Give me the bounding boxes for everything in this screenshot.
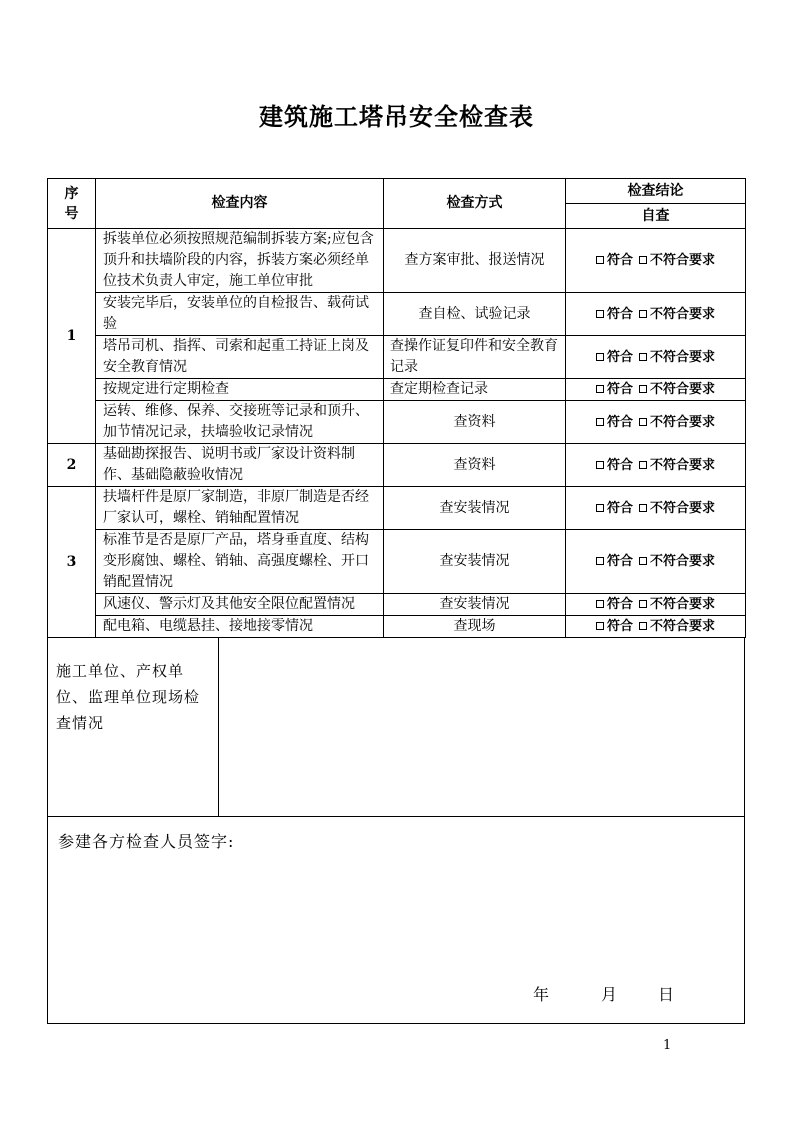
col-header-method: 检查方式	[384, 179, 566, 229]
checkbox-label: 不符合要求	[650, 619, 716, 634]
table-row	[48, 444, 746, 487]
page-number: 1	[663, 1038, 672, 1053]
checkbox-label: 不符合要求	[650, 382, 716, 397]
row-method: 查安装情况	[384, 530, 566, 594]
result-cell	[566, 401, 746, 444]
checkbox-nonconform-option[interactable]	[639, 498, 715, 519]
checkbox-label: 不符合要求	[650, 349, 716, 365]
result-cell	[566, 229, 746, 293]
checkbox-nonconform-option[interactable]	[639, 594, 715, 615]
table-row	[48, 293, 746, 336]
checkbox-conform-option[interactable]	[596, 412, 633, 433]
checkbox-conform-option[interactable]	[596, 455, 633, 476]
checkbox-nonconform-option[interactable]	[639, 379, 715, 400]
checkbox-icon	[596, 256, 604, 264]
checkbox-conform-option[interactable]	[596, 594, 633, 615]
checkbox-conform-option[interactable]	[596, 551, 633, 572]
year-label: 年	[532, 985, 549, 1004]
checkbox-conform-option[interactable]	[596, 347, 633, 368]
result-cell	[566, 530, 746, 594]
table-row	[48, 379, 746, 401]
col-header-no: 序号	[48, 179, 96, 229]
checkbox-label: 符合	[606, 500, 633, 516]
checkbox-label: 符合	[606, 349, 633, 365]
result-cell	[566, 487, 746, 530]
col-header-conclusion: 检查结论	[566, 179, 746, 204]
result-cell	[566, 594, 746, 616]
checkbox-label: 符合	[606, 554, 633, 569]
signature-label: 参建各方检查人员签字:	[58, 832, 235, 851]
checkbox-icon	[639, 557, 647, 565]
result-cell	[566, 616, 746, 638]
month-label: 月	[600, 985, 617, 1004]
result-cell	[566, 379, 746, 401]
checkbox-icon	[639, 385, 647, 393]
checkbox-icon	[639, 504, 647, 512]
row-group-no: 1	[48, 229, 96, 444]
table-row	[48, 616, 746, 638]
table-row	[48, 229, 746, 293]
checkbox-icon	[596, 504, 604, 512]
checkbox-icon	[596, 385, 604, 393]
checkbox-label: 符合	[606, 457, 633, 473]
checkbox-icon	[639, 256, 647, 264]
row-content: 基础勘探报告、说明书或厂家设计资料制作、基础隐蔽验收情况	[96, 444, 384, 487]
row-method: 查安装情况	[384, 487, 566, 530]
checkbox-conform-option[interactable]	[596, 616, 633, 637]
page-title: 建筑施工塔吊安全检查表	[259, 102, 534, 131]
date-line	[48, 982, 744, 1005]
checkbox-nonconform-option[interactable]	[639, 616, 715, 637]
checkbox-label: 符合	[606, 619, 633, 634]
checkbox-label: 不符合要求	[650, 457, 716, 473]
row-content: 塔吊司机、指挥、司索和起重工持证上岗及安全教育情况	[96, 336, 384, 379]
row-content: 扶墙杆件是原厂家制造，非原厂制造是否经厂家认可，螺栓、销轴配置情况	[96, 487, 384, 530]
checkbox-icon	[596, 418, 604, 426]
checkbox-icon	[596, 461, 604, 469]
row-content: 配电箱、电缆悬挂、接地接零情况	[96, 616, 384, 638]
checkbox-icon	[639, 310, 647, 318]
checkbox-label: 符合	[606, 253, 633, 268]
site-inspection-label: 施工单位、产权单位、监理单位现场检查情况	[48, 638, 219, 816]
site-inspection-section	[47, 638, 745, 817]
checkbox-icon	[596, 557, 604, 565]
checkbox-label: 不符合要求	[650, 500, 716, 516]
header-row-1	[48, 179, 746, 204]
checkbox-nonconform-option[interactable]	[639, 250, 715, 271]
checkbox-label: 符合	[606, 306, 633, 322]
checkbox-label: 符合	[606, 382, 633, 397]
inspection-sheet	[47, 178, 745, 1024]
result-cell	[566, 293, 746, 336]
row-content: 按规定进行定期检查	[96, 379, 384, 401]
result-cell	[566, 444, 746, 487]
table-row	[48, 336, 746, 379]
checkbox-icon	[639, 461, 647, 469]
table-row	[48, 594, 746, 616]
checkbox-label: 不符合要求	[650, 414, 716, 430]
row-method: 查资料	[384, 401, 566, 444]
checkbox-icon	[596, 600, 604, 608]
table-row	[48, 530, 746, 594]
row-content: 标准节是否是原厂产品，塔身垂直度、结构变形腐蚀、螺栓、销轴、高强度螺栓、开口销配置情况	[96, 530, 384, 594]
checkbox-icon	[596, 622, 604, 630]
checkbox-icon	[596, 310, 604, 318]
checkbox-nonconform-option[interactable]	[639, 455, 715, 476]
row-method: 查自检、试验记录	[384, 293, 566, 336]
day-label: 日	[657, 985, 674, 1004]
row-method: 查现场	[384, 616, 566, 638]
checkbox-label: 不符合要求	[650, 253, 716, 268]
result-cell	[566, 336, 746, 379]
checkbox-nonconform-option[interactable]	[639, 304, 715, 325]
checkbox-label: 符合	[606, 414, 633, 430]
row-content: 安装完毕后，安装单位的自检报告、载荷试验	[96, 293, 384, 336]
row-method: 查资料	[384, 444, 566, 487]
checkbox-conform-option[interactable]	[596, 250, 633, 271]
site-inspection-value-area	[219, 638, 744, 816]
checkbox-nonconform-option[interactable]	[639, 412, 715, 433]
checkbox-icon	[639, 353, 647, 361]
row-method: 查定期检查记录	[384, 379, 566, 401]
checkbox-conform-option[interactable]	[596, 379, 633, 400]
table-row	[48, 401, 746, 444]
checkbox-icon	[639, 600, 647, 608]
inspection-table	[47, 178, 746, 638]
checkbox-conform-option[interactable]	[596, 304, 633, 325]
row-group-no: 2	[48, 444, 96, 487]
table-row	[48, 487, 746, 530]
row-content: 拆装单位必须按照规范编制拆装方案;应包含顶升和扶墙阶段的内容，拆装方案必须经单位技术负责人审定，施工单位审批	[96, 229, 384, 293]
checkbox-icon	[639, 418, 647, 426]
col-header-self-check: 自查	[566, 204, 746, 229]
checkbox-conform-option[interactable]	[596, 498, 633, 519]
checkbox-nonconform-option[interactable]	[639, 551, 715, 572]
row-content: 风速仪、警示灯及其他安全限位配置情况	[96, 594, 384, 616]
checkbox-label: 不符合要求	[650, 306, 716, 322]
col-header-content: 检查内容	[96, 179, 384, 229]
checkbox-nonconform-option[interactable]	[639, 347, 715, 368]
row-method: 查安装情况	[384, 594, 566, 616]
row-method: 查方案审批、报送情况	[384, 229, 566, 293]
checkbox-label: 不符合要求	[650, 554, 716, 569]
row-content: 运转、维修、保养、交接班等记录和顶升、加节情况记录，扶墙验收记录情况	[96, 401, 384, 444]
row-group-no: 3	[48, 487, 96, 638]
signature-section	[47, 817, 745, 1024]
checkbox-icon	[639, 622, 647, 630]
checkbox-label: 符合	[606, 597, 633, 612]
checkbox-label: 不符合要求	[650, 597, 716, 612]
row-method: 查操作证复印件和安全教育记录	[384, 336, 566, 379]
checkbox-icon	[596, 353, 604, 361]
